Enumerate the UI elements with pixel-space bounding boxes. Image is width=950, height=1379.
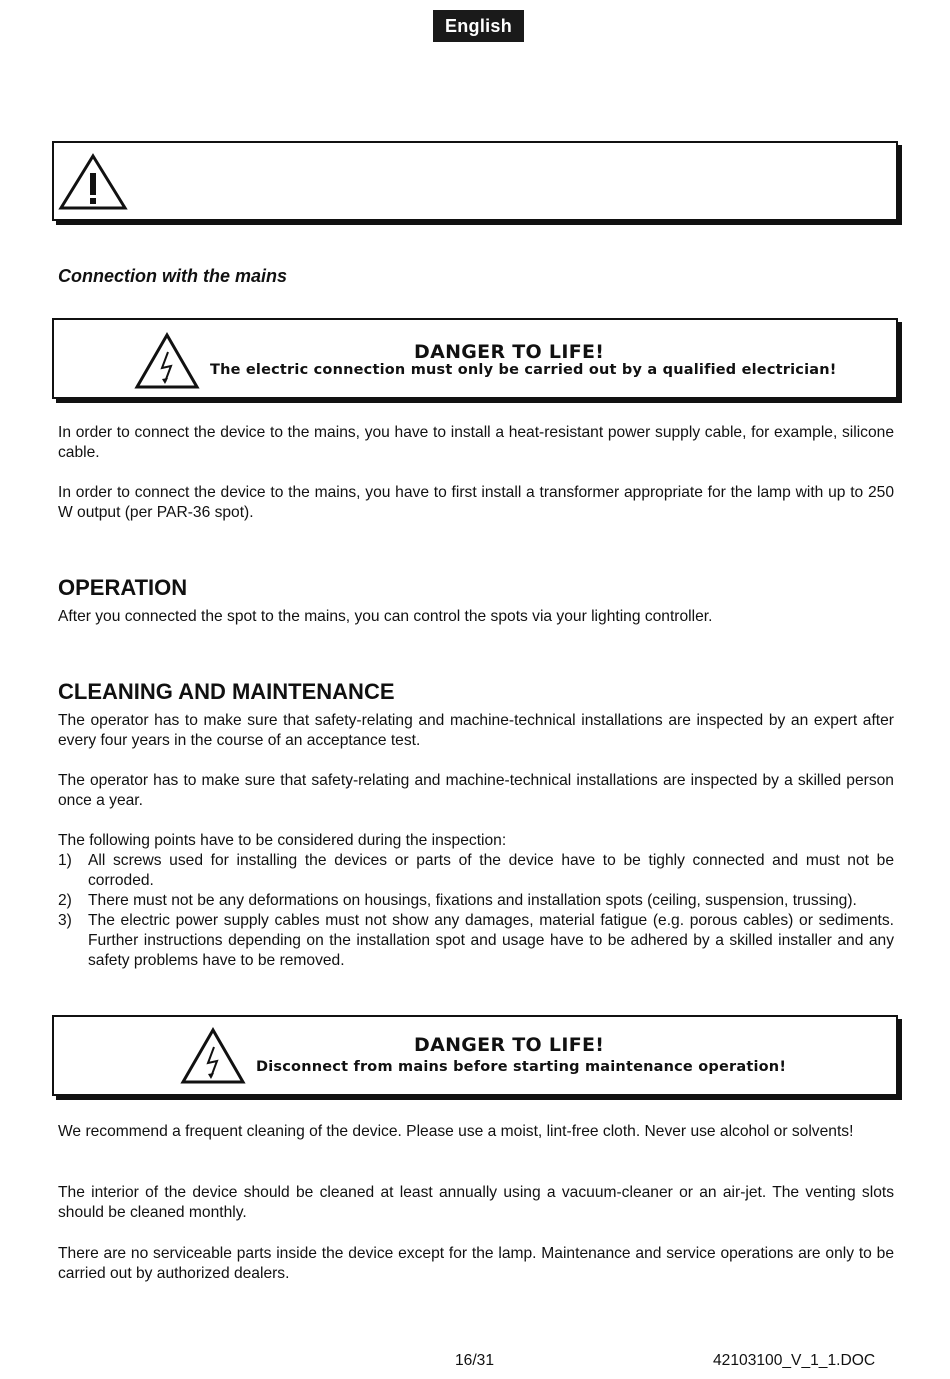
list-item <box>58 911 894 971</box>
danger-subtitle: The electric connection must only be carried out by a qualified electrician! <box>210 362 837 378</box>
danger-box-connection <box>52 318 898 399</box>
inspection-list <box>58 851 894 971</box>
paragraph: After you connected the spot to the mains, you can control the spots via your lighting controller. <box>58 608 713 625</box>
section-heading-connection: Connection with the mains <box>58 266 288 286</box>
list-text: There must not be any deformations on housings, fixations and installation spots (ceiling, suspension, trussing). <box>88 892 857 909</box>
lightning-triangle-icon <box>180 1027 246 1085</box>
paragraph: The operator has to make sure that safety-relating and machine-technical installations are inspected by an expert after every four years in the course of an acceptance test. <box>58 712 894 749</box>
list-item <box>58 851 894 891</box>
paragraph: There are no serviceable parts inside the device except for the lamp. Maintenance and service operations are only to be carried out by authorized dealers. <box>58 1245 894 1282</box>
heading-cleaning: CLEANING AND MAINTENANCE <box>58 679 395 704</box>
exclamation-triangle-icon <box>58 153 128 211</box>
paragraph: We recommend a frequent cleaning of the device. Please use a moist, lint-free cloth. Never use alcohol or solvents! <box>58 1123 854 1140</box>
list-item <box>58 891 894 911</box>
danger-title: DANGER TO LIFE! <box>414 1034 605 1056</box>
page-number: 16/31 <box>455 1352 495 1369</box>
paragraph: In order to connect the device to the mains, you have to first install a transformer appropriate for the lamp with up to 250 W output (per PAR-36 spot). <box>58 484 894 521</box>
danger-subtitle: Disconnect from mains before starting maintenance operation! <box>256 1059 787 1075</box>
paragraph: The following points have to be considered during the inspection: <box>58 832 507 849</box>
document-id: 42103100_V_1_1.DOC <box>713 1352 876 1369</box>
paragraph: The interior of the device should be cleaned at least annually using a vacuum-cleaner or an air-jet. The venting slots should be cleaned monthly. <box>58 1184 894 1221</box>
list-number: 2) <box>58 892 72 909</box>
list-number: 1) <box>58 852 72 869</box>
list-text: The electric power supply cables must not show any damages, material fatigue (e.g. porous cables) or sediments. Further instructions depending on the installation spot and usage have to be adhered by a skilled installer and any safety problems have to be removed. <box>88 912 894 969</box>
paragraph: The operator has to make sure that safety-relating and machine-technical installations are inspected by a skilled person once a year. <box>58 772 894 809</box>
list-number: 3) <box>58 912 72 929</box>
danger-title: DANGER TO LIFE! <box>414 341 605 363</box>
list-text: All screws used for installing the devices or parts of the device have to be tighly connected and must not be corroded. <box>88 852 894 889</box>
language-badge: English <box>433 10 524 42</box>
danger-box-maintenance <box>52 1015 898 1096</box>
warning-box <box>52 141 898 221</box>
heading-operation: OPERATION <box>58 575 188 600</box>
lightning-triangle-icon <box>134 332 200 390</box>
paragraph: In order to connect the device to the mains, you have to install a heat-resistant power supply cable, for example, silicone cable. <box>58 424 894 461</box>
